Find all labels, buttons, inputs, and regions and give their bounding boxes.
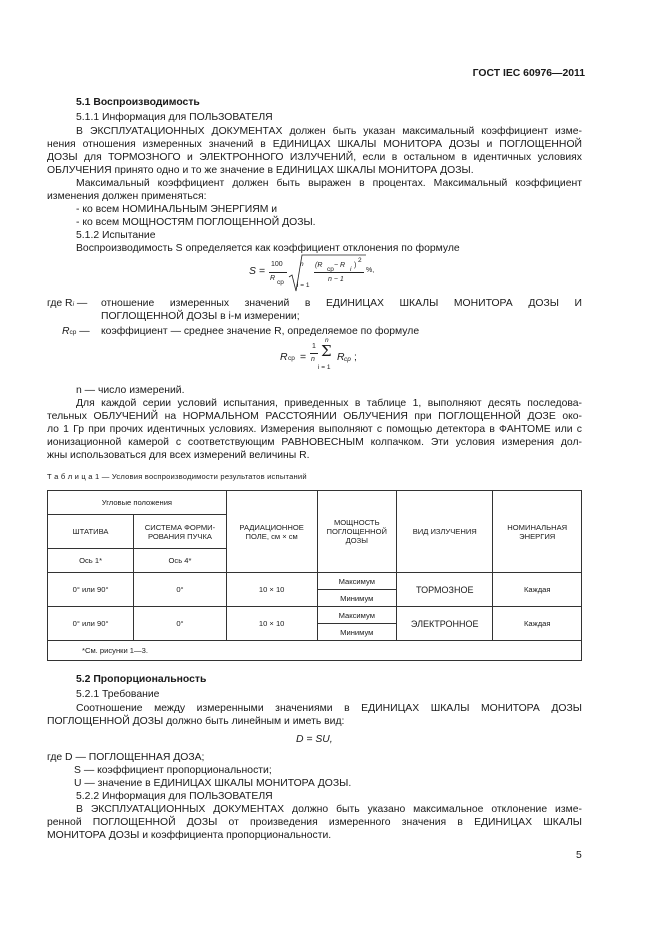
- definition-d: где D — ПОГЛОЩЕННАЯ ДОЗА;: [47, 752, 205, 763]
- header-nominal-energy: НОМИНАЛЬНАЯ ЭНЕРГИЯ: [493, 491, 582, 573]
- definition-n: n — число измерений.: [76, 385, 185, 396]
- table-row: Минимум: [48, 590, 582, 607]
- header-angular-positions: Угловые положения: [48, 491, 227, 515]
- list-item: - ко всем НОМИНАЛЬНЫМ ЭНЕРГИЯМ и: [76, 204, 278, 215]
- header-stand: ШТАТИВА: [48, 515, 134, 549]
- subsection-5-2-2: 5.2.2 Информация для ПОЛЬЗОВАТЕЛЯ: [76, 791, 273, 802]
- reproducibility-table: [47, 490, 582, 661]
- definition-u: U — значение в ЕДИНИЦАХ ШКАЛЫ МОНИТОРА ДОЗЫ.: [74, 778, 352, 789]
- subsection-5-2-1: 5.2.1 Требование: [76, 689, 160, 700]
- header-dose-rate: МОЩНОСТЬ ПОГЛОЩЕННОЙ ДОЗЫ: [317, 491, 397, 573]
- list-item: - ко всем МОЩНОСТЯМ ПОГЛОЩЕННОЙ ДОЗЫ.: [76, 217, 316, 228]
- section-title-5-1: 5.1 Воспроизводимость: [76, 97, 200, 108]
- subsection-5-1-2: 5.1.2 Испытание: [76, 230, 156, 241]
- page-number: 5: [576, 850, 582, 861]
- table-row: 0° или 90° 0° 10 × 10 Максимум ТОРМОЗНОЕ Каждая: [48, 573, 582, 590]
- header-radiation-type: ВИД ИЗЛУЧЕНИЯ: [397, 491, 493, 573]
- formula-proportionality: D = SU,: [296, 734, 333, 745]
- header-field: РАДИАЦИОННОЕ ПОЛЕ, см × см: [226, 491, 317, 573]
- standard-number: ГОСТ IEC 60976—2011: [472, 68, 585, 79]
- table-row: Минимум: [48, 624, 582, 641]
- table-footnote: *См. рисунки 1—3.: [48, 641, 582, 661]
- header-beam-system: СИСТЕМА ФОРМИ- РОВАНИЯ ПУЧКА: [134, 515, 227, 549]
- paragraph-5-1-2: Воспроизводимость S определяется как коэффициент отклонения по формуле: [76, 243, 460, 254]
- definition-s: S — коэффициент пропорциональности;: [74, 765, 272, 776]
- axis-4-label: Ось 4*: [134, 549, 227, 573]
- section-title-5-2: 5.2 Пропорциональность: [76, 674, 207, 685]
- sum-sign-icon: Σ: [321, 342, 332, 360]
- subsection-5-1-1: 5.1.1 Информация для ПОЛЬЗОВАТЕЛЯ: [76, 112, 273, 123]
- axis-1-label: Ось 1*: [48, 549, 134, 573]
- table-caption: Т а б л и ц а 1 — Условия воспроизводимости результатов испытаний: [47, 472, 307, 481]
- table-row: 0° или 90° 0° 10 × 10 Максимум ЭЛЕКТРОННОЕ Каждая: [48, 607, 582, 624]
